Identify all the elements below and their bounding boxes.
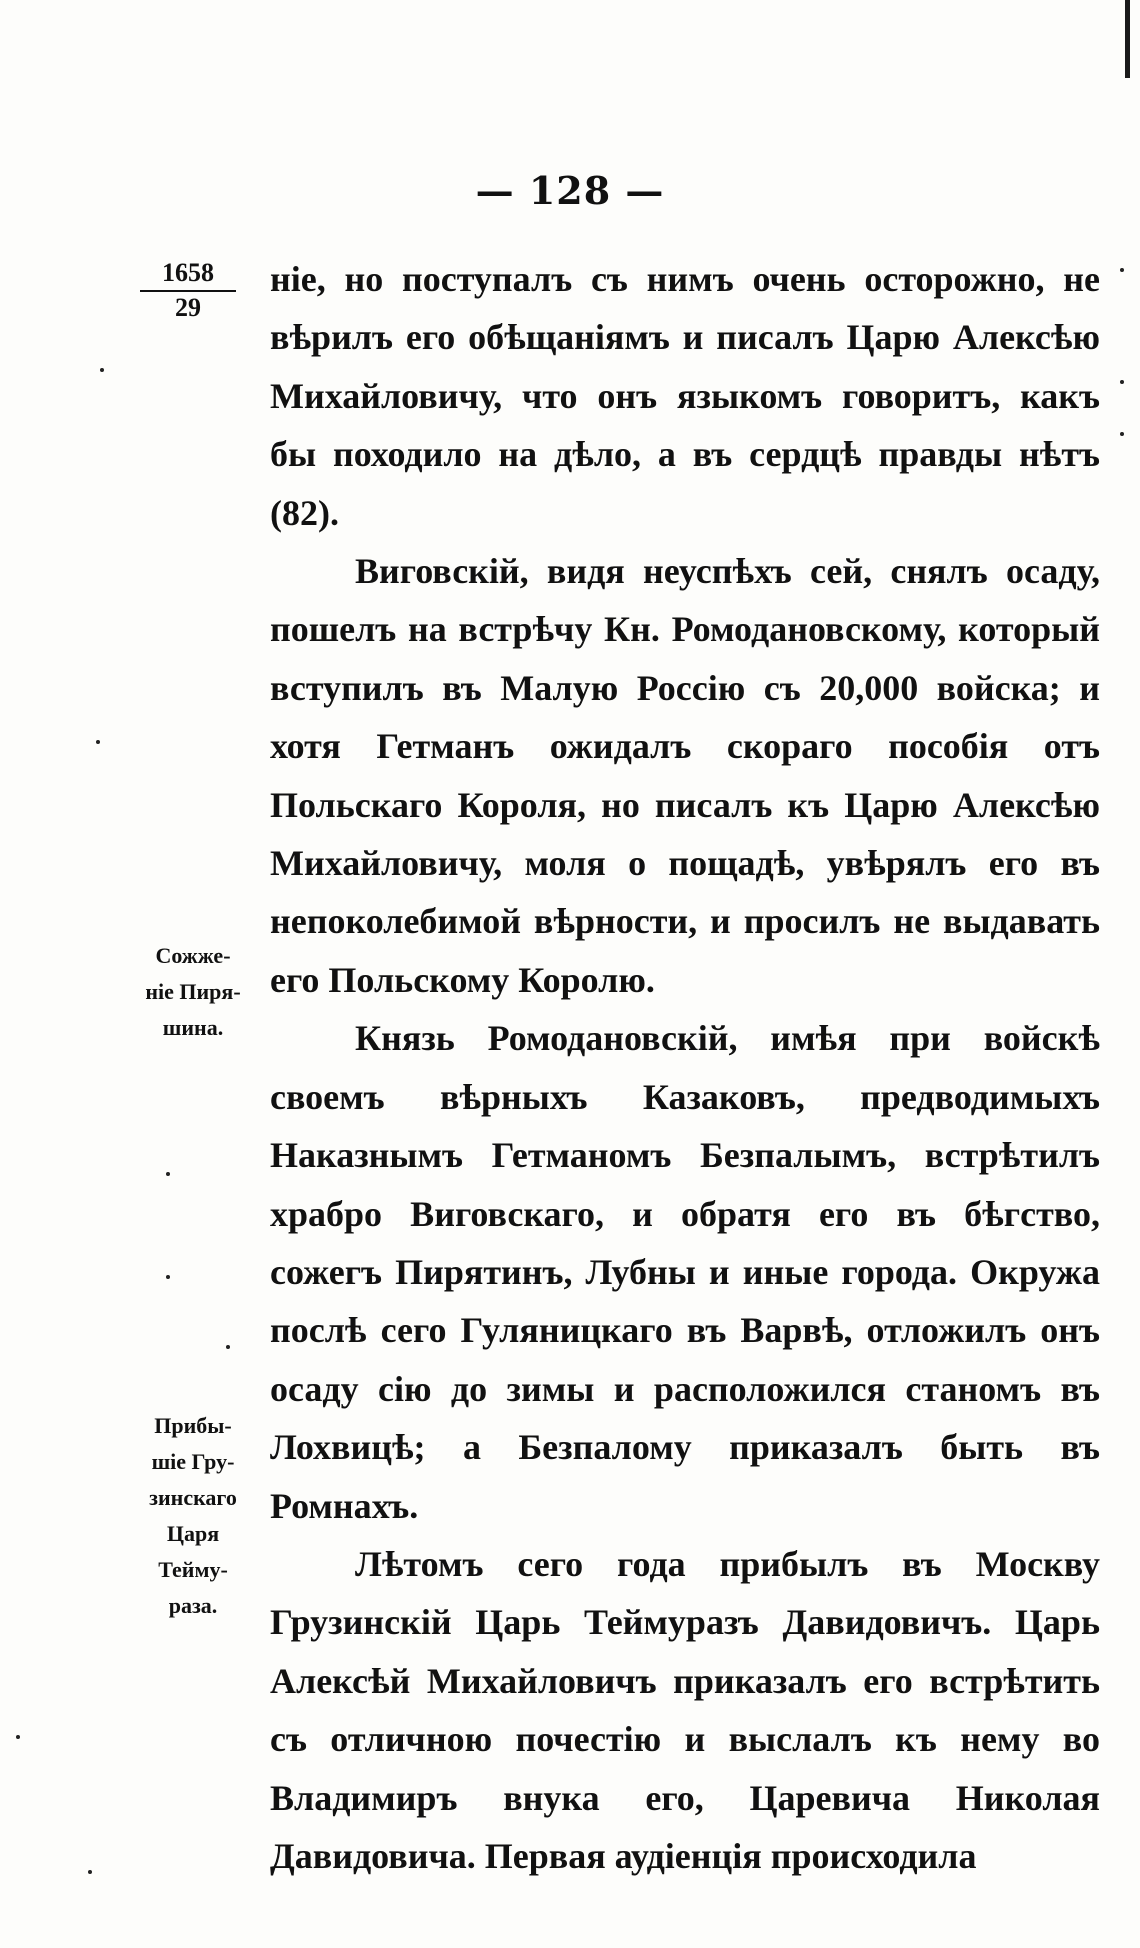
scan-speck <box>88 1870 92 1874</box>
scan-speck <box>100 368 104 372</box>
scan-speck <box>16 1735 20 1739</box>
margin-date <box>140 258 236 324</box>
scan-speck <box>1120 432 1124 436</box>
scan-speck <box>1120 380 1124 384</box>
paragraph: ніе, но поступалъ съ нимъ очень осторожно, не вѣрилъ его обѣщаніямъ и писалъ Царю Алексѣю Михайловичу, что онъ языкомъ говоритъ, какъ бы походило на дѣло, а въ сердцѣ правды нѣтъ (82). <box>270 259 1100 533</box>
margin-date-day: 29 <box>175 293 201 322</box>
margin-date-year: 1658 <box>140 258 236 292</box>
paragraph: Лѣтомъ сего года прибылъ въ Москву Грузинскій Царь Теймуразъ Давидовичъ. Царь Алексѣй Михайловичъ приказалъ его встрѣтить съ отличною почестію и выслалъ къ нему во Владимиръ внука его, Царевича Николая Давидовича. Первая аудіенція происходила <box>270 1543 1100 1876</box>
paragraph: Князь Ромодановскій, имѣя при войскѣ своемъ вѣрныхъ Казаковъ, предводимыхъ Наказнымъ Гетманомъ Безпалымъ, встрѣтилъ храбро Виговскаго, и обратя его въ бѣгство, сожегъ Пирятинъ, Лубны и иные города. Окружа послѣ сего Гуляницкаго въ Варвѣ, отложилъ онъ осаду сію до зимы и расположился станомъ въ Лохвицѣ; а Безпалому приказалъ быть въ Ромнахъ. <box>270 1018 1100 1526</box>
page-edge-mark <box>1125 0 1130 78</box>
page-number: — 128 — <box>475 168 665 213</box>
sidenote-teimuraz-arrival: Прибы- шіе Гру- зинскаго Царя Тейму- раза. <box>149 1413 237 1618</box>
scan-speck <box>166 1275 170 1279</box>
paragraph: Виговскій, видя неуспѣхъ сей, снялъ осаду, пошелъ на встрѣчу Кн. Ромодановскому, который вступилъ въ Малую Россію съ 20,000 войска; и хотя Гетманъ ожидалъ скораго пособія отъ Польскаго Короля, но писалъ къ Царю Алексѣю Михайловичу, моля о пощадѣ, увѣрялъ его въ непоколебимой вѣрности, и просилъ не выдавать его Польскому Королю. <box>270 551 1100 1000</box>
scan-speck <box>96 740 100 744</box>
sidenote-pyriatyn-burning: Сожже- ніе Пиря- шина. <box>145 943 241 1040</box>
scan-speck <box>166 1172 170 1176</box>
scan-speck <box>1120 268 1124 272</box>
body-text <box>270 250 1100 1885</box>
scan-speck <box>226 1345 230 1349</box>
